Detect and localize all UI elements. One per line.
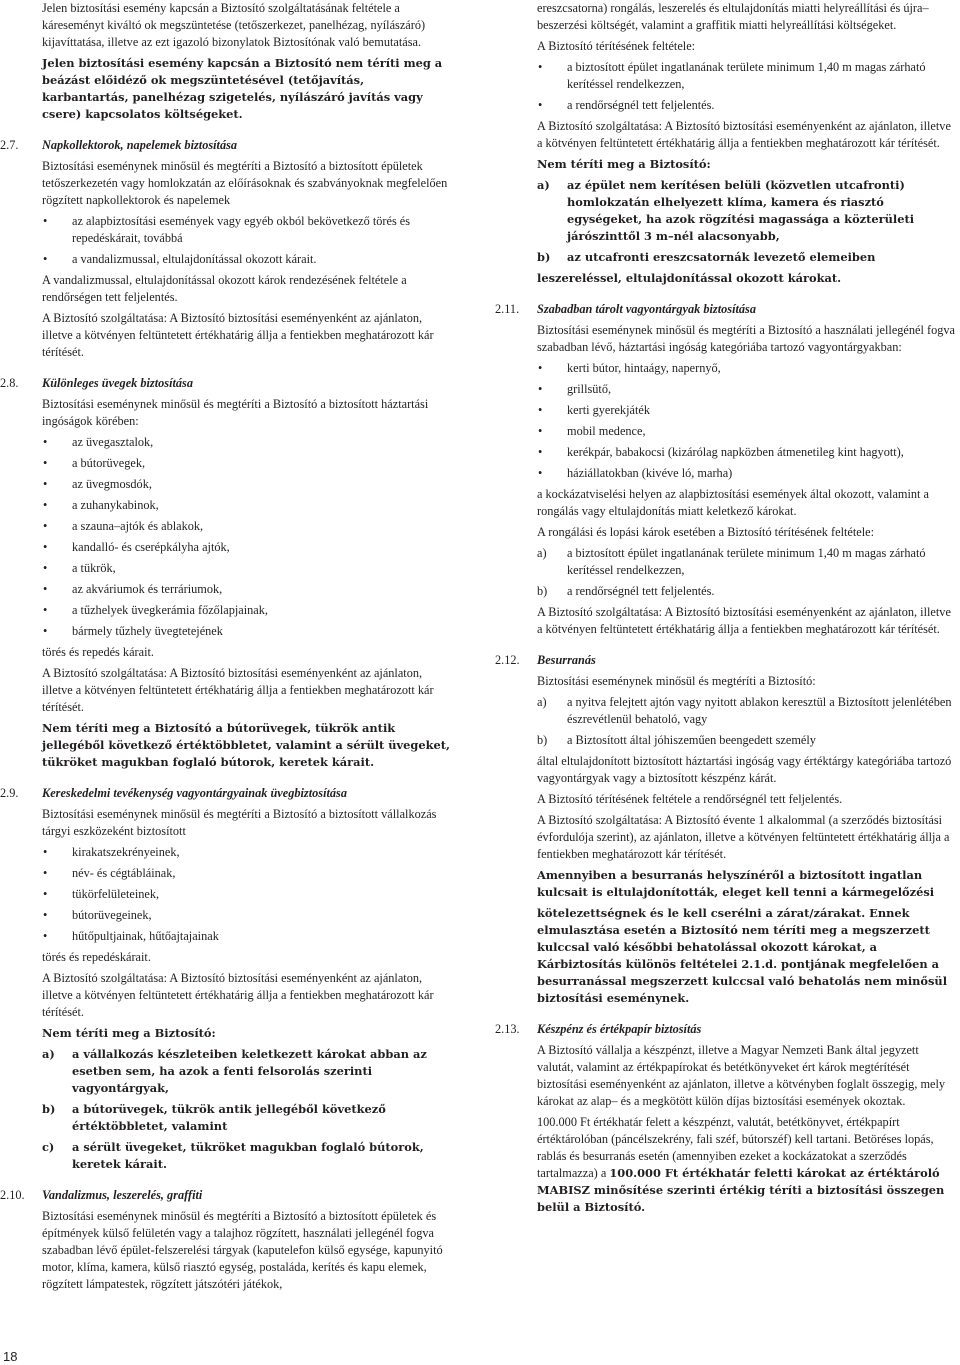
exclusion-heading: Nem téríti meg a Biztosító: (537, 157, 711, 171)
bold-paragraph: Amennyiben a besurranás helyszínéről a biztosított ingatlan kulcsait is eltulajdonították, eleget kell tenni a kármegelőzési (537, 868, 935, 899)
paragraph: törés és repedés kárait. (42, 645, 154, 659)
section-number: 2.8. (0, 376, 19, 390)
paragraph-text: 100.000 Ft értékhatár felett a készpénzt, valutát, betétkönyvet, értékpapírt értéktárolóban (páncélszekrény, fali széf, bútorszéf) kell tartani. Betöréses lopás, rablás és besurranás esetén (amennyiben ezeket a kockázatokat a szerződés tartalmazza) a (537, 1115, 934, 1180)
list-item: • az üvegasztalok, (42, 434, 452, 451)
list-item: • kerti bútor, hintaágy, napernyő, (537, 360, 957, 377)
lettered-item (537, 249, 957, 266)
lettered-item (537, 732, 957, 749)
item-letter: a) (537, 695, 547, 709)
section-title: Besurranás (537, 653, 596, 667)
paragraph: Biztosítási eseménynek minősül és megtéríti a Biztosító a biztosított épületek tetőszerkezetén vagy homlokzatán az előírásoknak és szabványoknak megfelelően rögzített napkollektorok és napelemek (42, 159, 448, 207)
page-number: 18 (3, 1349, 18, 1364)
paragraph: által eltulajdonított biztosított háztartási ingóság vagy értéktárgy kategóriába tartozó vagyontárgyak vagy a biztosított készpénz kárát. (537, 754, 952, 785)
item-text: a biztosított épület ingatlanának területe minimum 1,40 m magas zárható kerítéssel rendelkezzen, (567, 546, 926, 577)
item-text: a nyitva felejtett ajtón vagy nyitott ablakon keresztül a Biztosított jelenlétében észrevétlenül behatoló, vagy (567, 695, 952, 726)
exclusion-heading: Nem téríti meg a Biztosító: (42, 1026, 216, 1040)
list-item: • kirakatszekrényeinek, (42, 844, 452, 861)
paragraph: A Biztosító vállalja a készpénzt, illetve a Magyar Nemzeti Bank által jegyzett valutát, valamint az értékpapírokat és betétkönyveket ért károk megtérítését biztosítási eseményenként az ajánlaton, illetve a kötvényben foglalt összegig, mely károkat az alap– és a megkötött külön díjas biztosítási események okoztak. (537, 1043, 946, 1108)
lettered-item (42, 1046, 452, 1097)
list-item: • név- és cégtábláinak, (42, 865, 452, 882)
exclusion-paragraph: leszereléssel, eltulajdonítással okozott károkat. (537, 271, 842, 285)
bold-paragraph: kötelezettségnek és le kell cserélni a zárat/zárakat. Ennek elmulasztása esetén a Biztosító nem téríti meg a megszerzett kulccsal való későbbi behatolással okozott károkat, a Kárbiztosítás különös feltételei 2.1.d. pontjának megfelelően a besurranással megszerzett kulccsal való behatolás nem minősül biztosítási eseménynek. (537, 906, 948, 1005)
section-2-12 (495, 652, 957, 1007)
paragraph: A Biztosító szolgáltatása: A Biztosító biztosítási eseményenként az ajánlaton, illetve a kötvényen feltüntetett értékhatárig állja a fentiekben meghatározott kár térítését. (537, 605, 951, 636)
section-number: 2.9. (0, 786, 19, 800)
paragraph: Biztosítási eseménynek minősül és megtéríti a Biztosító a használati jellegénél fogva szabadban lévő, háztartási ingóság kategóriába tartozó vagyontárgyakban: (537, 323, 955, 354)
list-item: • kandalló- és cserépkályha ajtók, (42, 539, 452, 556)
bullet-list (42, 213, 452, 268)
item-text: az utcafronti ereszcsatornák levezető elemeiben (567, 250, 876, 264)
section-2-7 (0, 137, 452, 361)
intro-paragraph: Jelen biztosítási esemény kapcsán a Biztosító szolgáltatásának feltétele a káreseményt kiváltó ok megszüntetése (tetőszerkezet, panelhézag, nyílászáró) kijavíttatása, illetve az ezt igazoló bizonylatok Biztosítónak való bemutatása. (42, 1, 426, 49)
paragraph: A Biztosító szolgáltatása: A Biztosító évente 1 alkalommal (a szerződés biztosítási évfordulója szerint), az ajánlaton, illetve a kötvényen feltüntetett értékhatárig állja a fentiekben meghatározott kár térítését. (537, 813, 950, 861)
bullet-list (537, 360, 957, 482)
list-item: • bútorüvegeinek, (42, 907, 452, 924)
paragraph: Biztosítási eseménynek minősül és megtéríti a Biztosító a biztosított épületek és építmények külső felületén vagy a talajhoz rögzített, használati jellegénél fogva szabadban lévő épület-felszerelési tárgyak (kaputelefon külső egysége, kapunyitó motor, klíma, kamera, külső riasztó egység, postaláda, kerítés és kapu elemek, rögzített lámpatestek, rögzített játszótéri játékok, (42, 1209, 443, 1291)
paragraph: ereszcsatorna) rongálás, leszerelés és eltulajdonítás miatti helyreállítási és újra–beszerzési költségét, valamint a graffitik miatti helyreállítási költségeket. (537, 1, 929, 32)
bullet-list (42, 844, 452, 945)
paragraph: A vandalizmussal, eltulajdonítással okozott károk rendezésének feltétele a rendőrségen tett feljelentés. (42, 273, 407, 304)
list-item: • háziállatokban (kivéve ló, marha) (537, 465, 957, 482)
item-text: a bútorüvegek, tükrök antik jellegéből következő értéktöbbletet, valamint (72, 1102, 386, 1133)
section-title: Kereskedelmi tevékenység vagyontárgyainak üvegbiztosítása (42, 786, 347, 800)
list-item: • a vandalizmussal, eltulajdonítással okozott kárait. (42, 251, 452, 268)
section-title: Napkollektorok, napelemek biztosítása (42, 138, 238, 152)
bullet-list (537, 59, 957, 114)
list-item: • az akváriumok és terráriumok, (42, 581, 452, 598)
lettered-list (42, 1046, 452, 1173)
section-title: Szabadban tárolt vagyontárgyak biztosítása (537, 302, 756, 316)
paragraph: A Biztosító szolgáltatása: A Biztosító biztosítási eseményenként az ajánlaton, illetve a kötvényen feltüntetett értékhatárig állja a fentiekben meghatározott kár térítését. (42, 666, 434, 714)
section-2-10 (0, 1187, 452, 1293)
list-item: • hűtőpultjainak, hűtőajtajainak (42, 928, 452, 945)
paragraph: A rongálási és lopási károk esetében a Biztosító térítésének feltétele: (537, 525, 875, 539)
exclusion-paragraph: Nem téríti meg a Biztosító a bútorüvegek, tükrök antik jellegéből következő értéktöbbletet, valamint a sérült üvegeket, tükröket magukban foglaló bútorok, keretek kárait. (42, 721, 450, 769)
section-number: 2.11. (495, 302, 520, 316)
section-number: 2.7. (0, 138, 19, 152)
item-letter: a) (42, 1047, 55, 1061)
section-2-9 (0, 785, 452, 1173)
right-column (495, 0, 957, 1220)
item-letter: a) (537, 546, 547, 560)
item-text: a Biztosított által jóhiszeműen beengedett személy (567, 733, 816, 747)
section-title: Különleges üvegek biztosítása (42, 376, 193, 390)
list-item: • grillsütő, (537, 381, 957, 398)
lettered-list (537, 177, 957, 266)
item-text: az épület nem kerítésen belüli (közvetlen utcafronti) homlokzatán elhelyezett klíma, kamera és riasztó egységeket, ha azok rögzítési magassága a közterületi járószinttől 3 m–nél alacsonyabb, (567, 178, 915, 243)
item-text: a vállalkozás készleteiben keletkezett károkat abban az esetben sem, ha azok a fenti felsorolás szerinti vagyontárgyak, (72, 1047, 427, 1095)
lettered-list (537, 545, 957, 600)
lettered-item (537, 583, 957, 600)
list-item: • tükörfelületeinek, (42, 886, 452, 903)
lettered-list (537, 694, 957, 749)
item-letter: b) (537, 250, 551, 264)
section-title: Vandalizmus, leszerelés, graffiti (42, 1188, 203, 1202)
item-letter: b) (42, 1102, 56, 1116)
section-number: 2.12. (495, 653, 520, 667)
section-2-13 (495, 1021, 957, 1216)
section-2-11 (495, 301, 957, 638)
paragraph: A Biztosító térítésének feltétele a rendőrségnél tett feljelentés. (537, 792, 843, 806)
left-column (0, 0, 452, 1297)
list-item: • a bútorüvegek, (42, 455, 452, 472)
paragraph: a kockázatviselési helyen az alapbiztosítási események által okozott, valamint a rongálás vagy eltulajdonítás miatt keletkező károkat. (537, 487, 929, 518)
item-letter: b) (537, 733, 548, 747)
paragraph: Biztosítási eseménynek minősül és megtéríti a Biztosító: (537, 674, 816, 688)
list-item: • kerti gyerekjáték (537, 402, 957, 419)
paragraph: törés és repedéskárait. (42, 950, 151, 964)
list-item: • mobil medence, (537, 423, 957, 440)
section-number: 2.13. (495, 1022, 520, 1036)
list-item: • a tűzhelyek üvegkerámia főzőlapjainak, (42, 602, 452, 619)
list-item: • a szauna–ajtók és ablakok, (42, 518, 452, 535)
paragraph: Biztosítási eseménynek minősül és megtéríti a Biztosító a biztosított vállalkozás tárgyi eszközeként biztosított (42, 807, 437, 838)
section-number: 2.10. (0, 1188, 25, 1202)
bullet-list (42, 434, 452, 640)
paragraph: A Biztosító szolgáltatása: A Biztosító biztosítási eseményenként az ajánlaton, illetve a kötvényen feltüntetett értékhatárig állja a fentiekben meghatározott kár térítését. (537, 119, 951, 150)
item-letter: a) (537, 178, 550, 192)
item-text: a rendőrségnél tett feljelentés. (567, 584, 715, 598)
item-text: a sérült üvegeket, tükröket magukban foglaló bútorok, keretek kárait. (72, 1140, 424, 1171)
paragraph: A Biztosító szolgáltatása: A Biztosító biztosítási eseményenként az ajánlaton, illetve a kötvényen feltüntetett értékhatárig állja a fentiekben meghatározott kár térítését. (42, 971, 434, 1019)
paragraph: Biztosítási eseménynek minősül és megtéríti a Biztosító a biztosított háztartási ingóságok körében: (42, 397, 429, 428)
item-letter: c) (42, 1140, 55, 1154)
lettered-item (42, 1101, 452, 1135)
list-item: • az üvegmosdók, (42, 476, 452, 493)
paragraph: A Biztosító szolgáltatása: A Biztosító biztosítási eseményenként az ajánlaton, illetve a kötvényen feltüntetett értékhatárig állja a fentiekben meghatározott kár térítését. (42, 311, 434, 359)
lettered-item (537, 545, 957, 579)
intro-exclusion: Jelen biztosítási esemény kapcsán a Biztosító nem téríti meg a beázást előidéző ok megszüntetésével (tetőjavítás, karbantartás, panelhézag szigetelés, nyílászáró javítás vagy csere) kapcsolatos költségeket. (42, 56, 443, 121)
lettered-item (537, 694, 957, 728)
paragraph-bold-text: 100.000 Ft értékhatár feletti károkat az értéktároló MABISZ minősítése szerinti értékig téríti a biztosítási összegen belül a Biztosító. (537, 1166, 945, 1214)
section-title: Készpénz és értékpapír biztosítás (537, 1022, 702, 1036)
list-item: • kerékpár, babakocsi (kizárólag napközben átmenetileg kint hagyott), (537, 444, 957, 461)
list-item: • a biztosított épület ingatlanának területe minimum 1,40 m magas zárható kerítéssel rendelkezzen, (537, 59, 957, 93)
paragraph (537, 1114, 957, 1216)
list-item: • bármely tűzhely üvegtetejének (42, 623, 452, 640)
item-letter: b) (537, 584, 548, 598)
lettered-item (42, 1139, 452, 1173)
paragraph: A Biztosító térítésének feltétele: (537, 39, 696, 53)
list-item: • a rendőrségnél tett feljelentés. (537, 97, 957, 114)
section-2-8 (0, 375, 452, 771)
list-item: • a tükrök, (42, 560, 452, 577)
list-item: • a zuhanykabinok, (42, 497, 452, 514)
lettered-item (537, 177, 957, 245)
list-item: • az alapbiztosítási események vagy egyéb okból bekövetkező törés és repedéskárait, továbbá (42, 213, 452, 247)
